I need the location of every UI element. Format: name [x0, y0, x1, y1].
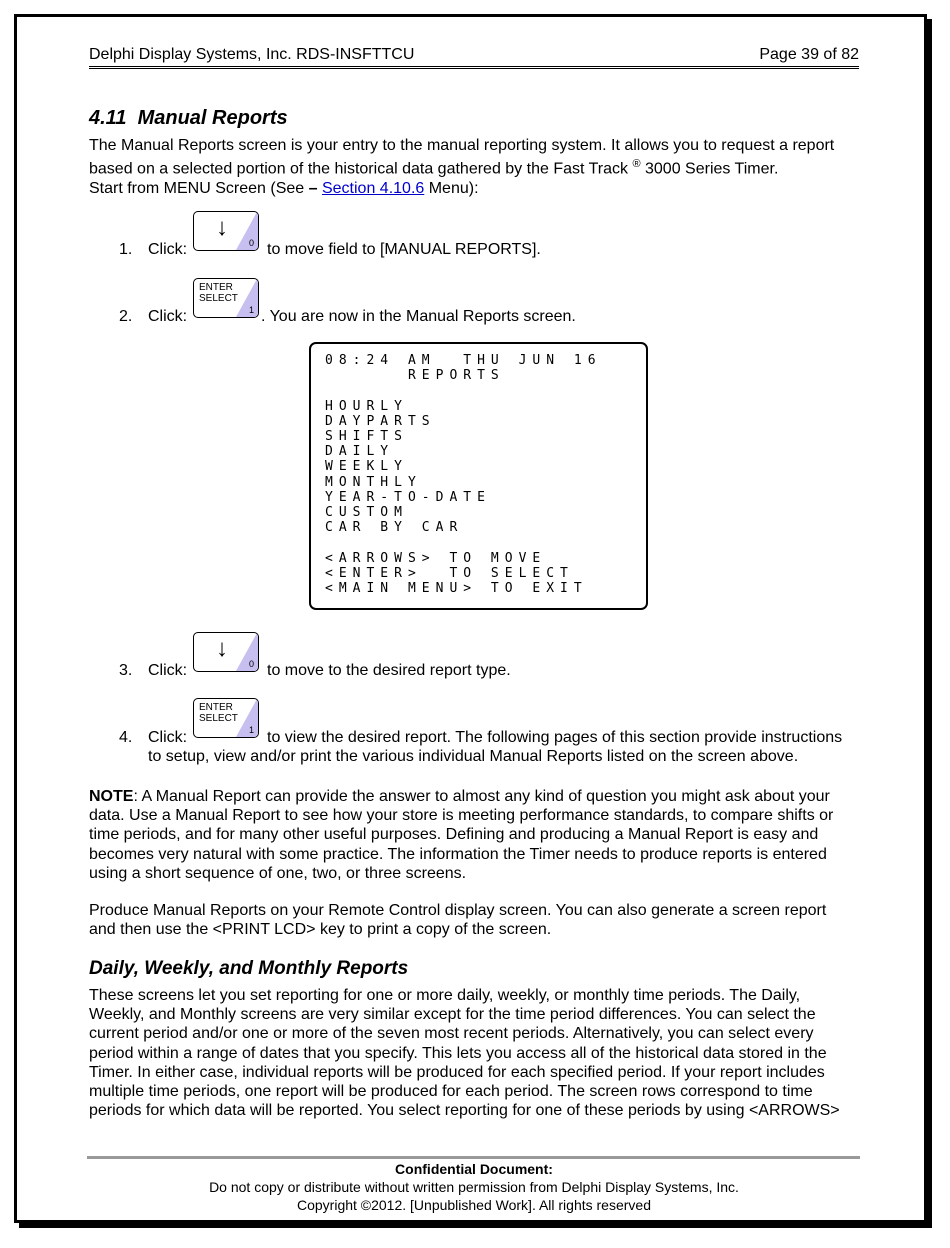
note-text: : A Manual Report can provide the answer to almost any kind of question you might ask about your	[133, 788, 830, 805]
step-4-text: to view the desired report. The following pages of this section provide instructions	[267, 729, 843, 746]
down-arrow-key-icon	[193, 632, 259, 672]
key-label	[199, 702, 238, 724]
lcd-line: MONTHLY	[325, 475, 422, 490]
registered-mark: ®	[632, 158, 641, 171]
lcd-line: WEEKLY	[325, 459, 408, 474]
lcd-line: <MAIN MENU> TO EXIT	[325, 581, 588, 596]
intro-text: Start from MENU Screen (See	[89, 179, 309, 197]
step-number: 2.	[119, 308, 133, 325]
page-header	[89, 46, 859, 69]
footer-line: Do not copy or distribute without written permission from Delphi Display Systems, Inc.	[209, 1179, 739, 1195]
step-4-text-cont: to setup, view and/or print the various individual Manual Reports listed on the screen above.	[148, 748, 799, 765]
step-number: 4.	[119, 729, 133, 746]
lcd-line: CUSTOM	[325, 505, 408, 520]
section-number: 4.11	[89, 107, 127, 129]
step-text: Click:	[148, 729, 188, 746]
section-heading	[89, 107, 288, 130]
subsection-paragraph	[89, 986, 864, 1120]
lcd-line: 08:24 AM THU JUN 16	[325, 353, 602, 368]
footer-title: Confidential Document:	[395, 1161, 553, 1177]
key-label-line: SELECT	[199, 713, 238, 724]
lcd-line: HOURLY	[325, 399, 408, 414]
note-line: data. Use a Manual Report to see how your store is meeting performance standards, to compare shifts or	[89, 807, 834, 825]
key-label	[199, 282, 238, 304]
intro-text: Menu):	[424, 179, 479, 197]
key-number: 0	[248, 238, 254, 248]
section-title: Manual Reports	[137, 107, 288, 129]
step-1-text: to move field to [MANUAL REPORTS].	[267, 241, 541, 258]
step-4	[119, 728, 187, 747]
step-2-text: . You are now in the Manual Reports screen.	[261, 308, 576, 325]
subsection-line: multiple time periods, one report will be produced for each period. The screen rows correspond to time	[89, 1083, 813, 1101]
intro-line: The Manual Reports screen is your entry to the manual reporting system. It allows you to request a report	[89, 137, 835, 154]
key-number: 1	[248, 725, 254, 735]
lcd-line: CAR BY CAR	[325, 520, 464, 535]
lcd-line: YEAR-TO-DATE	[325, 490, 491, 505]
enter-select-key-icon	[193, 278, 259, 318]
lcd-screen	[309, 342, 648, 610]
step-1	[119, 240, 187, 259]
subsection-line: periods for which data will be reported. You select reporting for one of these periods by using <ARROWS>	[89, 1102, 840, 1120]
subsection-line: current period and/or one or more of the seven most recent periods. Alternatively, you can select every	[89, 1025, 814, 1043]
enter-select-key-icon	[193, 698, 259, 738]
down-arrow-icon: ↓	[216, 635, 228, 662]
lcd-line: <ENTER> TO SELECT	[325, 566, 574, 581]
intro-text: 3000 Series Timer.	[640, 160, 779, 178]
note-line: using a short sequence of one, two, or three screens.	[89, 864, 467, 882]
step-text: Click:	[148, 241, 188, 258]
key-number: 1	[248, 305, 254, 315]
intro-dash: –	[308, 179, 318, 197]
lcd-line: REPORTS	[325, 368, 505, 383]
header-left: Delphi Display Systems, Inc. RDS-INSFTTCU	[89, 46, 415, 63]
step-text: Click:	[148, 662, 188, 679]
note-line: becomes very natural with some practice. The information the Timer needs to produce reports is entered	[89, 845, 827, 863]
step-text: Click:	[148, 308, 188, 325]
subsection-title: Daily, Weekly, and Monthly Reports	[89, 958, 409, 979]
header-page-number: Page 39 of 82	[759, 46, 859, 63]
down-arrow-key-icon	[193, 211, 259, 251]
lcd-line: <ARROWS> TO MOVE	[325, 551, 547, 566]
down-arrow-icon: ↓	[216, 214, 228, 241]
lcd-line: DAYPARTS	[325, 414, 436, 429]
key-number: 0	[248, 659, 254, 669]
produce-line: and then use the <PRINT LCD> key to print a copy of the screen.	[89, 921, 552, 939]
section-link[interactable]: Section 4.10.6	[321, 179, 425, 197]
key-label-line: SELECT	[199, 293, 238, 304]
lcd-line: DAILY	[325, 444, 395, 459]
note-label: NOTE	[89, 788, 134, 805]
step-2	[119, 307, 187, 326]
subsection-line: Timer. In either case, individual reports will be produced for each specified period. If your report includes	[89, 1063, 825, 1081]
produce-line: Produce Manual Reports on your Remote Control display screen. You can also generate a screen report	[89, 902, 827, 919]
step-3-text: to move to the desired report type.	[267, 662, 511, 679]
subsection-line: period within a range of dates that you specify. This lets you access all of the historical data stored in the	[89, 1044, 827, 1062]
intro-text: based on a selected portion of the historical data gathered by the Fast Track	[89, 160, 628, 178]
intro-line	[89, 155, 864, 179]
note-paragraph	[89, 787, 864, 883]
key-label-line: ENTER	[199, 702, 233, 713]
intro-line	[89, 179, 864, 198]
intro-paragraph	[89, 136, 864, 198]
note-line: time periods, and for many other useful purposes. Defining and producing a Manual Report is easy and	[89, 826, 819, 844]
step-number: 3.	[119, 662, 133, 679]
key-label-line: ENTER	[199, 282, 233, 293]
note-line	[89, 787, 864, 806]
subsection-line: Weekly, and Monthly screens are very similar except for the time period differences. You can select the	[89, 1006, 816, 1024]
step-3	[119, 661, 187, 680]
produce-paragraph	[89, 901, 864, 939]
footer-rule	[87, 1156, 860, 1159]
subsection-line: These screens let you set reporting for one or more daily, weekly, or monthly time periods. The Daily,	[89, 987, 801, 1004]
lcd-line: SHIFTS	[325, 429, 408, 444]
footer-copyright: Copyright ©2012. [Unpublished Work]. All rights reserved	[296, 1197, 651, 1213]
step-number: 1.	[119, 241, 133, 258]
